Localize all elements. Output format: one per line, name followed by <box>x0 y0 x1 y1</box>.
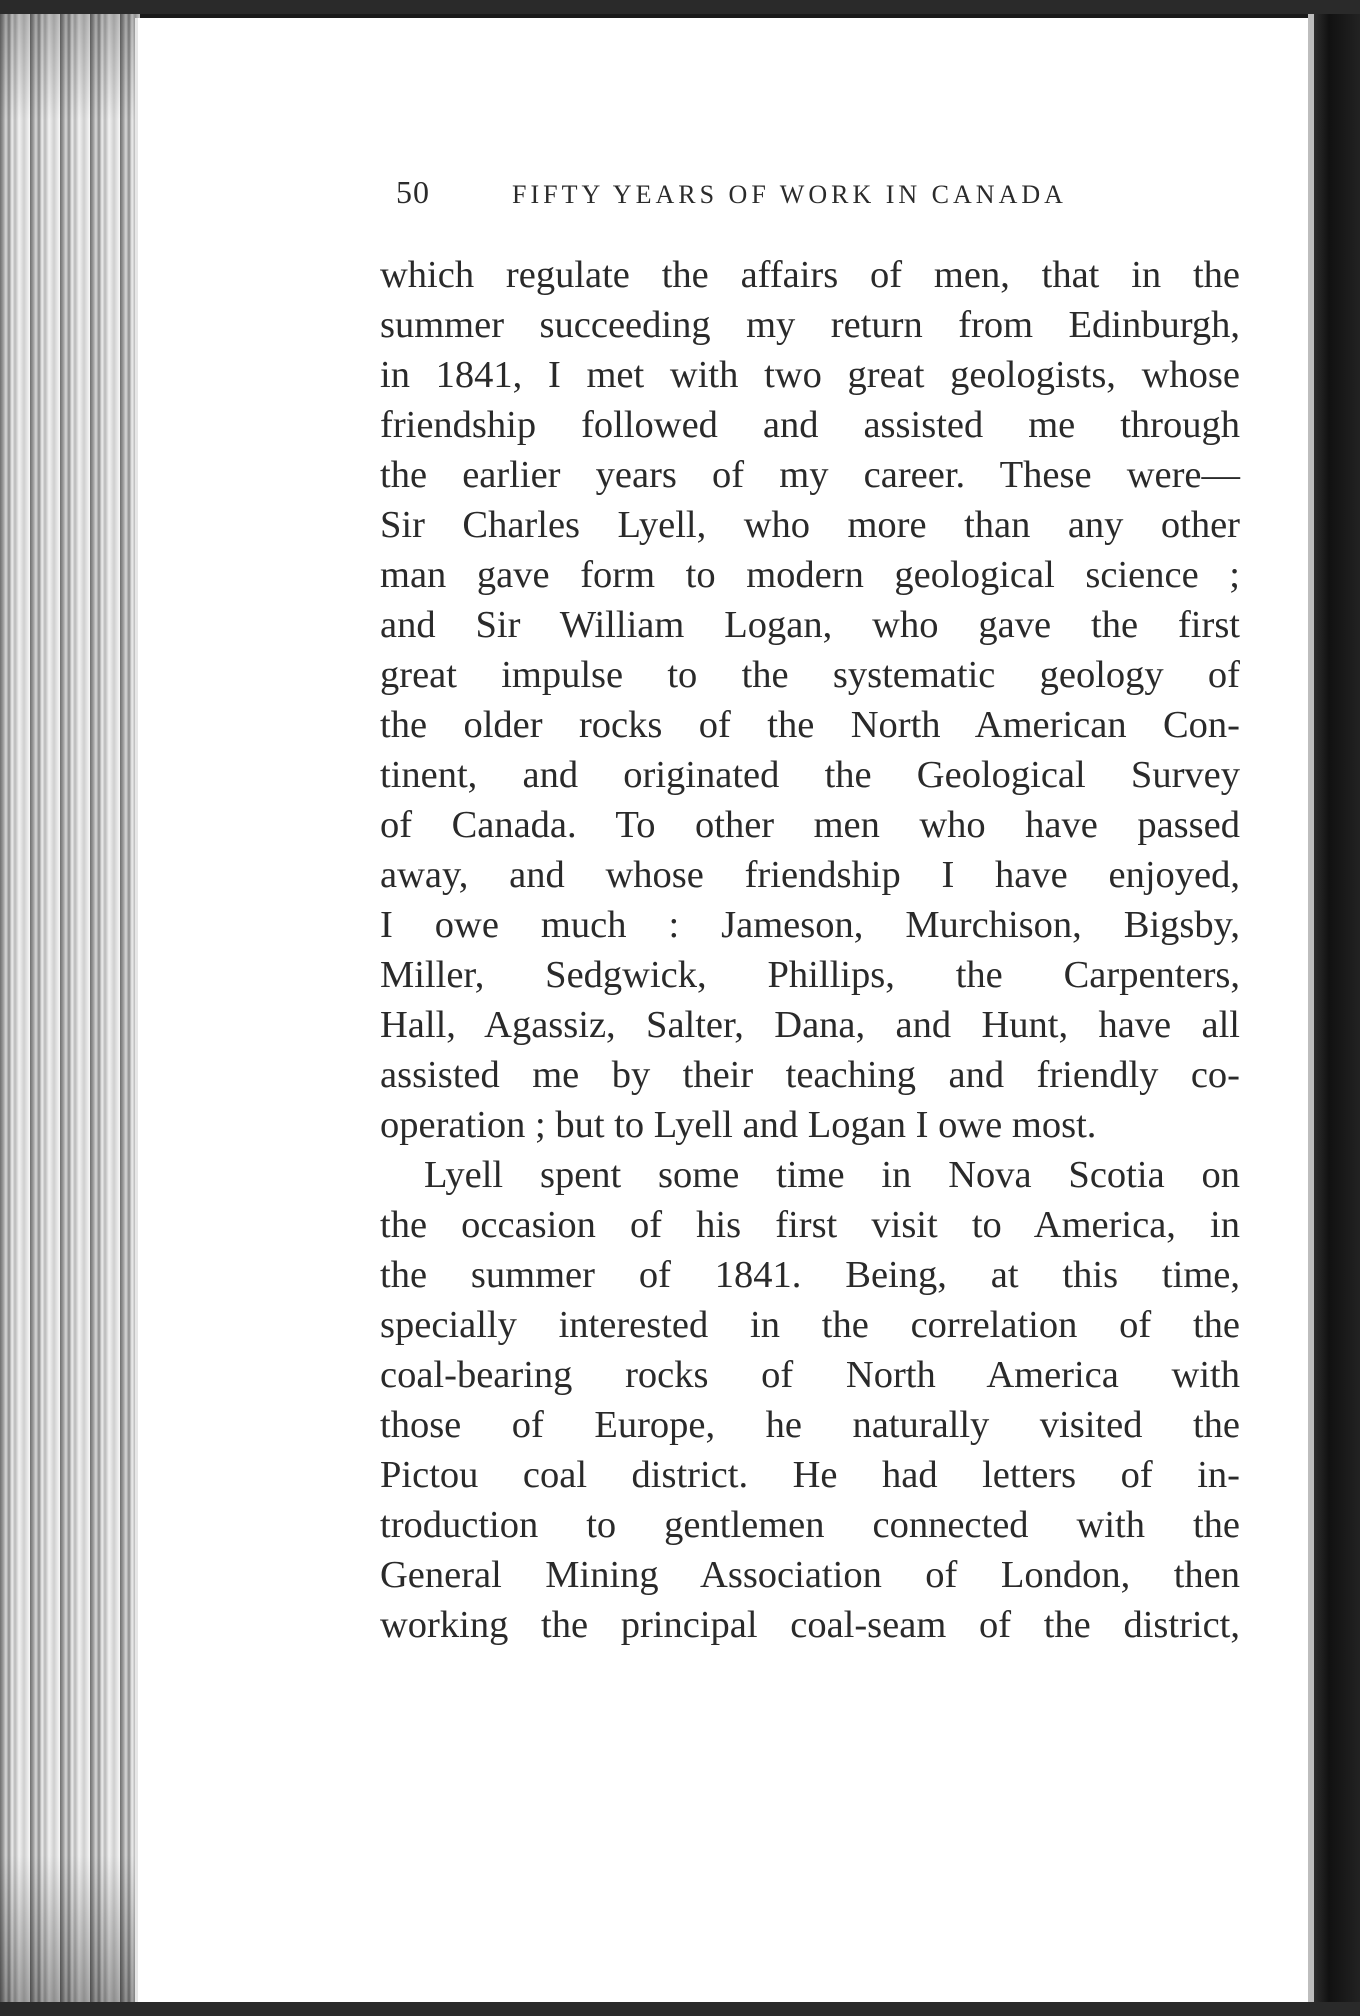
text-line: great impulse to the systematic geology of <box>380 654 1240 696</box>
text-line: Sir Charles Lyell, who more than any other <box>380 504 1240 546</box>
text-line: man gave form to modern geological science ; <box>380 554 1240 596</box>
text-line: which regulate the affairs of men, that in the <box>380 254 1240 296</box>
text-line: Hall, Agassiz, Salter, Dana, and Hunt, have all <box>380 1004 1240 1046</box>
text-line: the occasion of his first visit to America, in <box>380 1204 1240 1246</box>
running-head <box>396 174 1156 222</box>
text-line: away, and whose friendship I have enjoyed, <box>380 854 1240 896</box>
text-line: the earlier years of my career. These were— <box>380 454 1240 496</box>
text-line: specially interested in the correlation of the <box>380 1304 1240 1346</box>
text-line: Lyell spent some time in Nova Scotia on <box>424 1154 1240 1196</box>
text-line: operation ; but to Lyell and Logan I owe most. <box>380 1104 1097 1146</box>
text-line: those of Europe, he naturally visited the <box>380 1404 1240 1446</box>
left-page-edge <box>0 0 140 2016</box>
page-number: 50 <box>396 174 430 210</box>
text-line: working the principal coal-seam of the district, <box>380 1604 1240 1646</box>
text-line: coal-bearing rocks of North America with <box>380 1354 1240 1396</box>
text-line: General Mining Association of London, then <box>380 1554 1240 1596</box>
text-line: friendship followed and assisted me through <box>380 404 1240 446</box>
text-line: summer succeeding my return from Edinburgh, <box>380 304 1240 346</box>
text-line: I owe much : Jameson, Murchison, Bigsby, <box>380 904 1240 946</box>
bottom-scan-edge <box>0 2002 1360 2016</box>
body-text <box>380 250 1240 1650</box>
running-title: FIFTY YEARS OF WORK IN CANADA <box>512 180 1067 209</box>
text-line: assisted me by their teaching and friendly co- <box>380 1054 1240 1096</box>
text-line: of Canada. To other men who have passed <box>380 804 1240 846</box>
text-line: Pictou coal district. He had letters of in- <box>380 1454 1240 1496</box>
right-page-edge <box>1308 0 1360 2016</box>
text-line: tinent, and originated the Geological Survey <box>380 754 1240 796</box>
text-line: the older rocks of the North American Con- <box>380 704 1240 746</box>
text-line: in 1841, I met with two great geologists, whose <box>380 354 1240 396</box>
text-line: Miller, Sedgwick, Phillips, the Carpenters, <box>380 954 1240 996</box>
text-line: and Sir William Logan, who gave the first <box>380 604 1240 646</box>
text-line: troduction to gentlemen connected with the <box>380 1504 1240 1546</box>
top-scan-edge <box>0 0 1360 14</box>
text-line: the summer of 1841. Being, at this time, <box>380 1254 1240 1296</box>
